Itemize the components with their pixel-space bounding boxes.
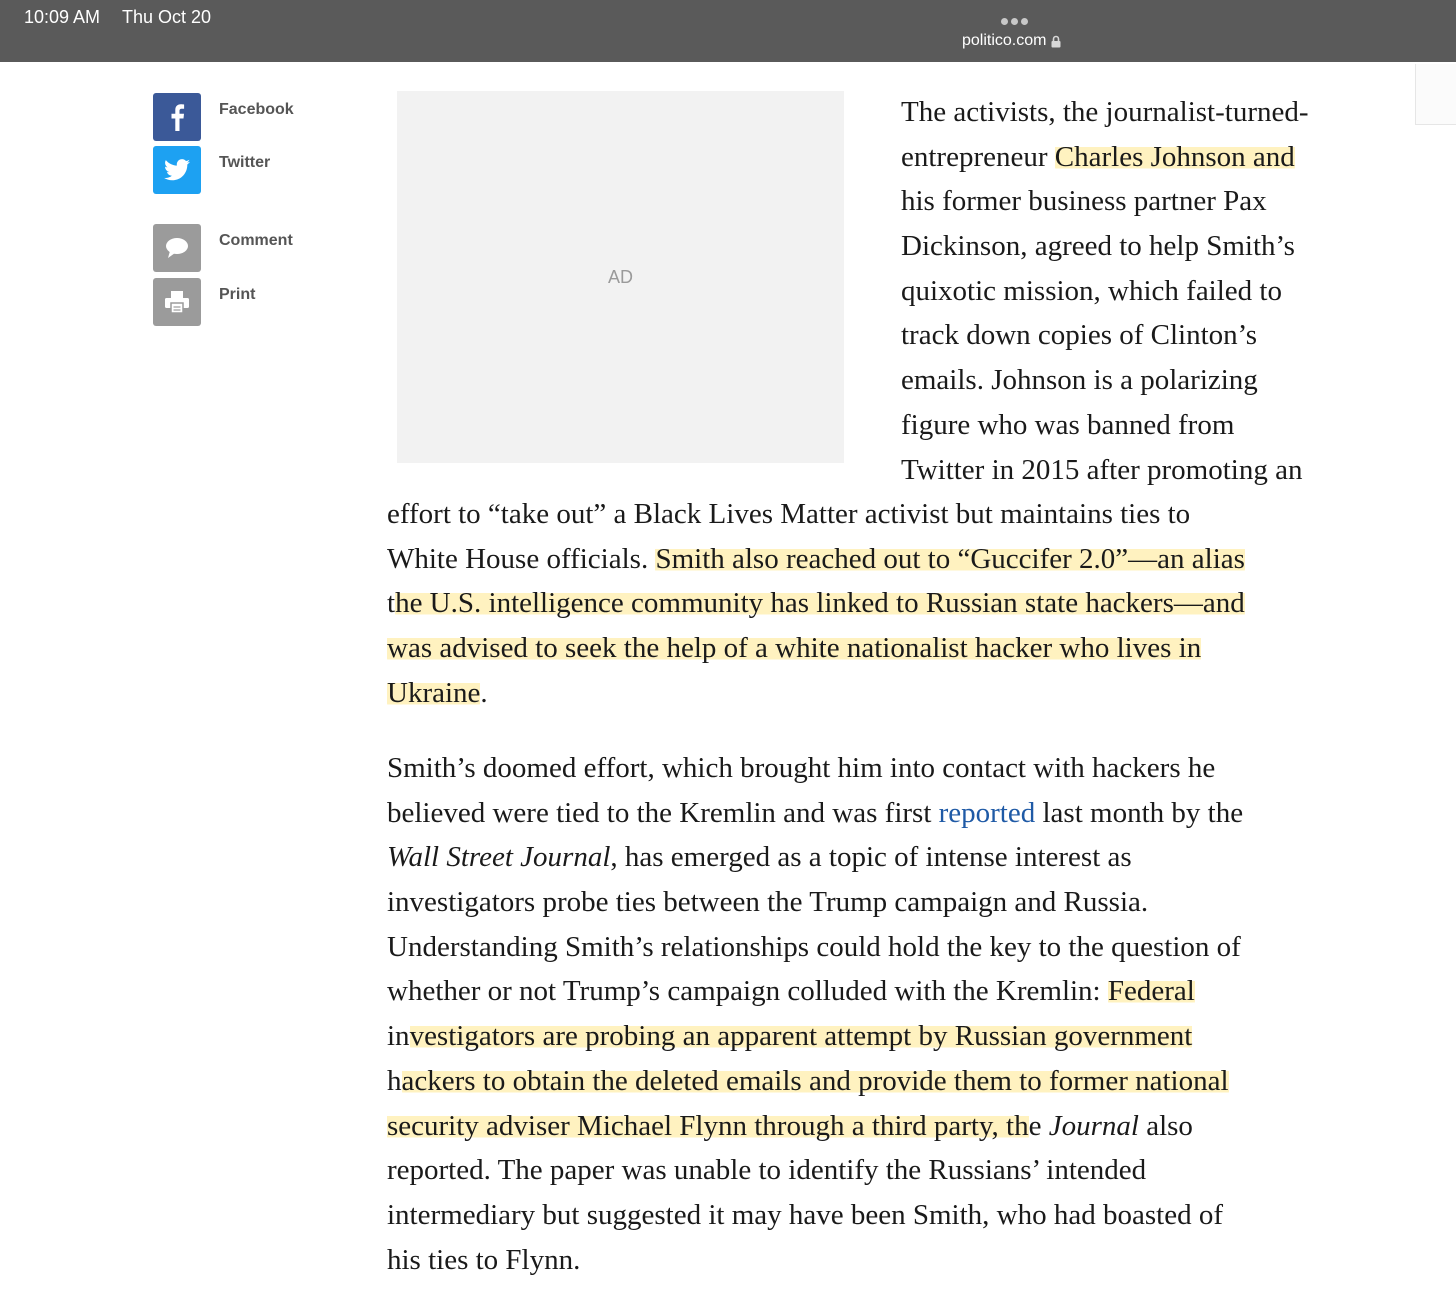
highlight: Charles Johnson and <box>1054 140 1295 173</box>
share-facebook-label: Facebook <box>219 101 294 118</box>
share-print-label: Print <box>219 286 256 303</box>
url-text: politico.com <box>962 32 1047 49</box>
journal-italic: Journal <box>1048 1109 1139 1142</box>
twitter-bird-icon[interactable] <box>153 146 201 194</box>
article-paragraph-2 <box>387 746 1243 1282</box>
share-comment[interactable] <box>153 224 293 272</box>
text-line <box>901 135 1309 180</box>
text-line: reported. The paper was unable to identify the Russians’ intended <box>387 1154 1147 1187</box>
text-line <box>387 791 1243 836</box>
text-line: figure who was banned from <box>901 408 1235 441</box>
share-print[interactable] <box>153 278 255 326</box>
text-line: emails. Johnson is a polarizing <box>901 364 1258 397</box>
text-line: intermediary but suggested it may have been Smith, who had boasted of <box>387 1198 1223 1231</box>
highlight: Federal <box>1107 975 1195 1008</box>
text-span: also <box>1138 1109 1193 1142</box>
ad-label: AD <box>607 266 633 287</box>
printer-icon[interactable] <box>153 278 201 326</box>
text-line <box>387 835 1243 880</box>
text-line: The activists, the journalist-turned- <box>901 96 1309 128</box>
highlight: Ukraine <box>387 676 481 709</box>
reported-link[interactable]: reported <box>938 796 1036 829</box>
text-span: h <box>387 1064 402 1097</box>
text-line <box>387 1014 1243 1059</box>
highlight: was advised to seek the help of a white nationalist hacker who lives in <box>387 632 1202 665</box>
text-span: White House officials. <box>387 542 656 575</box>
text-line <box>387 1059 1243 1104</box>
text-line <box>387 626 1245 671</box>
text-line <box>387 969 1243 1014</box>
text-span: , has emerged as a topic of intense interest as <box>610 841 1132 874</box>
text-line: Smith’s doomed effort, which brought him into contact with hackers he <box>387 752 1216 784</box>
text-line: effort to “take out” a Black Lives Matter activist but maintains ties to <box>387 498 1191 530</box>
status-time: 10:09 AM <box>24 7 101 27</box>
status-bar <box>0 0 1456 62</box>
text-span: believed were tied to the Kremlin and was first <box>387 796 939 829</box>
highlight: security adviser Michael Flynn through a third party, th <box>387 1109 1029 1142</box>
text-span: e <box>1028 1109 1049 1142</box>
text-line: track down copies of Clinton’s <box>901 319 1258 352</box>
text-span: last month by the <box>1035 796 1244 829</box>
highlight: vestigators are probing an apparent attempt by Russian government <box>409 1020 1193 1053</box>
text-span: . <box>480 676 488 709</box>
text-line: investigators probe ties between the Trump campaign and Russia. <box>387 886 1149 919</box>
facebook-icon[interactable] <box>153 93 201 141</box>
article-paragraph-1-top <box>901 90 1309 492</box>
text-line: Dickinson, agreed to help Smith’s <box>901 230 1295 263</box>
share-facebook[interactable] <box>153 93 294 141</box>
wsj-italic: Wall Street Journal <box>387 841 611 874</box>
text-line <box>387 537 1245 582</box>
scroll-tab[interactable] <box>1415 64 1456 125</box>
text-line: his former business partner Pax <box>901 185 1267 218</box>
share-twitter[interactable] <box>153 146 270 194</box>
text-line: quixotic mission, which failed to <box>901 274 1282 307</box>
text-line: Understanding Smith’s relationships could hold the key to the question of <box>387 930 1241 963</box>
status-date: Thu Oct 20 <box>122 7 212 27</box>
ad-placeholder[interactable] <box>397 91 844 463</box>
address-bar[interactable] <box>962 32 1061 50</box>
share-twitter-label: Twitter <box>219 154 271 171</box>
highlight: he U.S. intelligence community has linked to Russian state hackers—and <box>395 587 1245 620</box>
text-span: whether or not Trump’s campaign colluded with the Kremlin: <box>387 975 1108 1008</box>
text-span: t <box>387 587 396 620</box>
text-span: entrepreneur <box>901 140 1055 173</box>
article-paragraph-1-bottom <box>387 492 1245 715</box>
text-span: in <box>387 1020 410 1053</box>
lock-icon <box>1051 35 1061 48</box>
text-line: his ties to Flynn. <box>387 1243 581 1276</box>
comment-bubble-icon[interactable] <box>153 224 201 272</box>
text-line: Twitter in 2015 after promoting an <box>901 453 1303 486</box>
text-line <box>387 671 1245 716</box>
text-line <box>387 581 1245 626</box>
share-comment-label: Comment <box>219 232 293 249</box>
highlight: Smith also reached out to “Guccifer 2.0”—an alias <box>655 542 1245 575</box>
more-dots-icon[interactable] <box>1001 12 1031 30</box>
text-line <box>387 1104 1243 1149</box>
highlight: ackers to obtain the deleted emails and provide them to former national <box>401 1064 1229 1097</box>
